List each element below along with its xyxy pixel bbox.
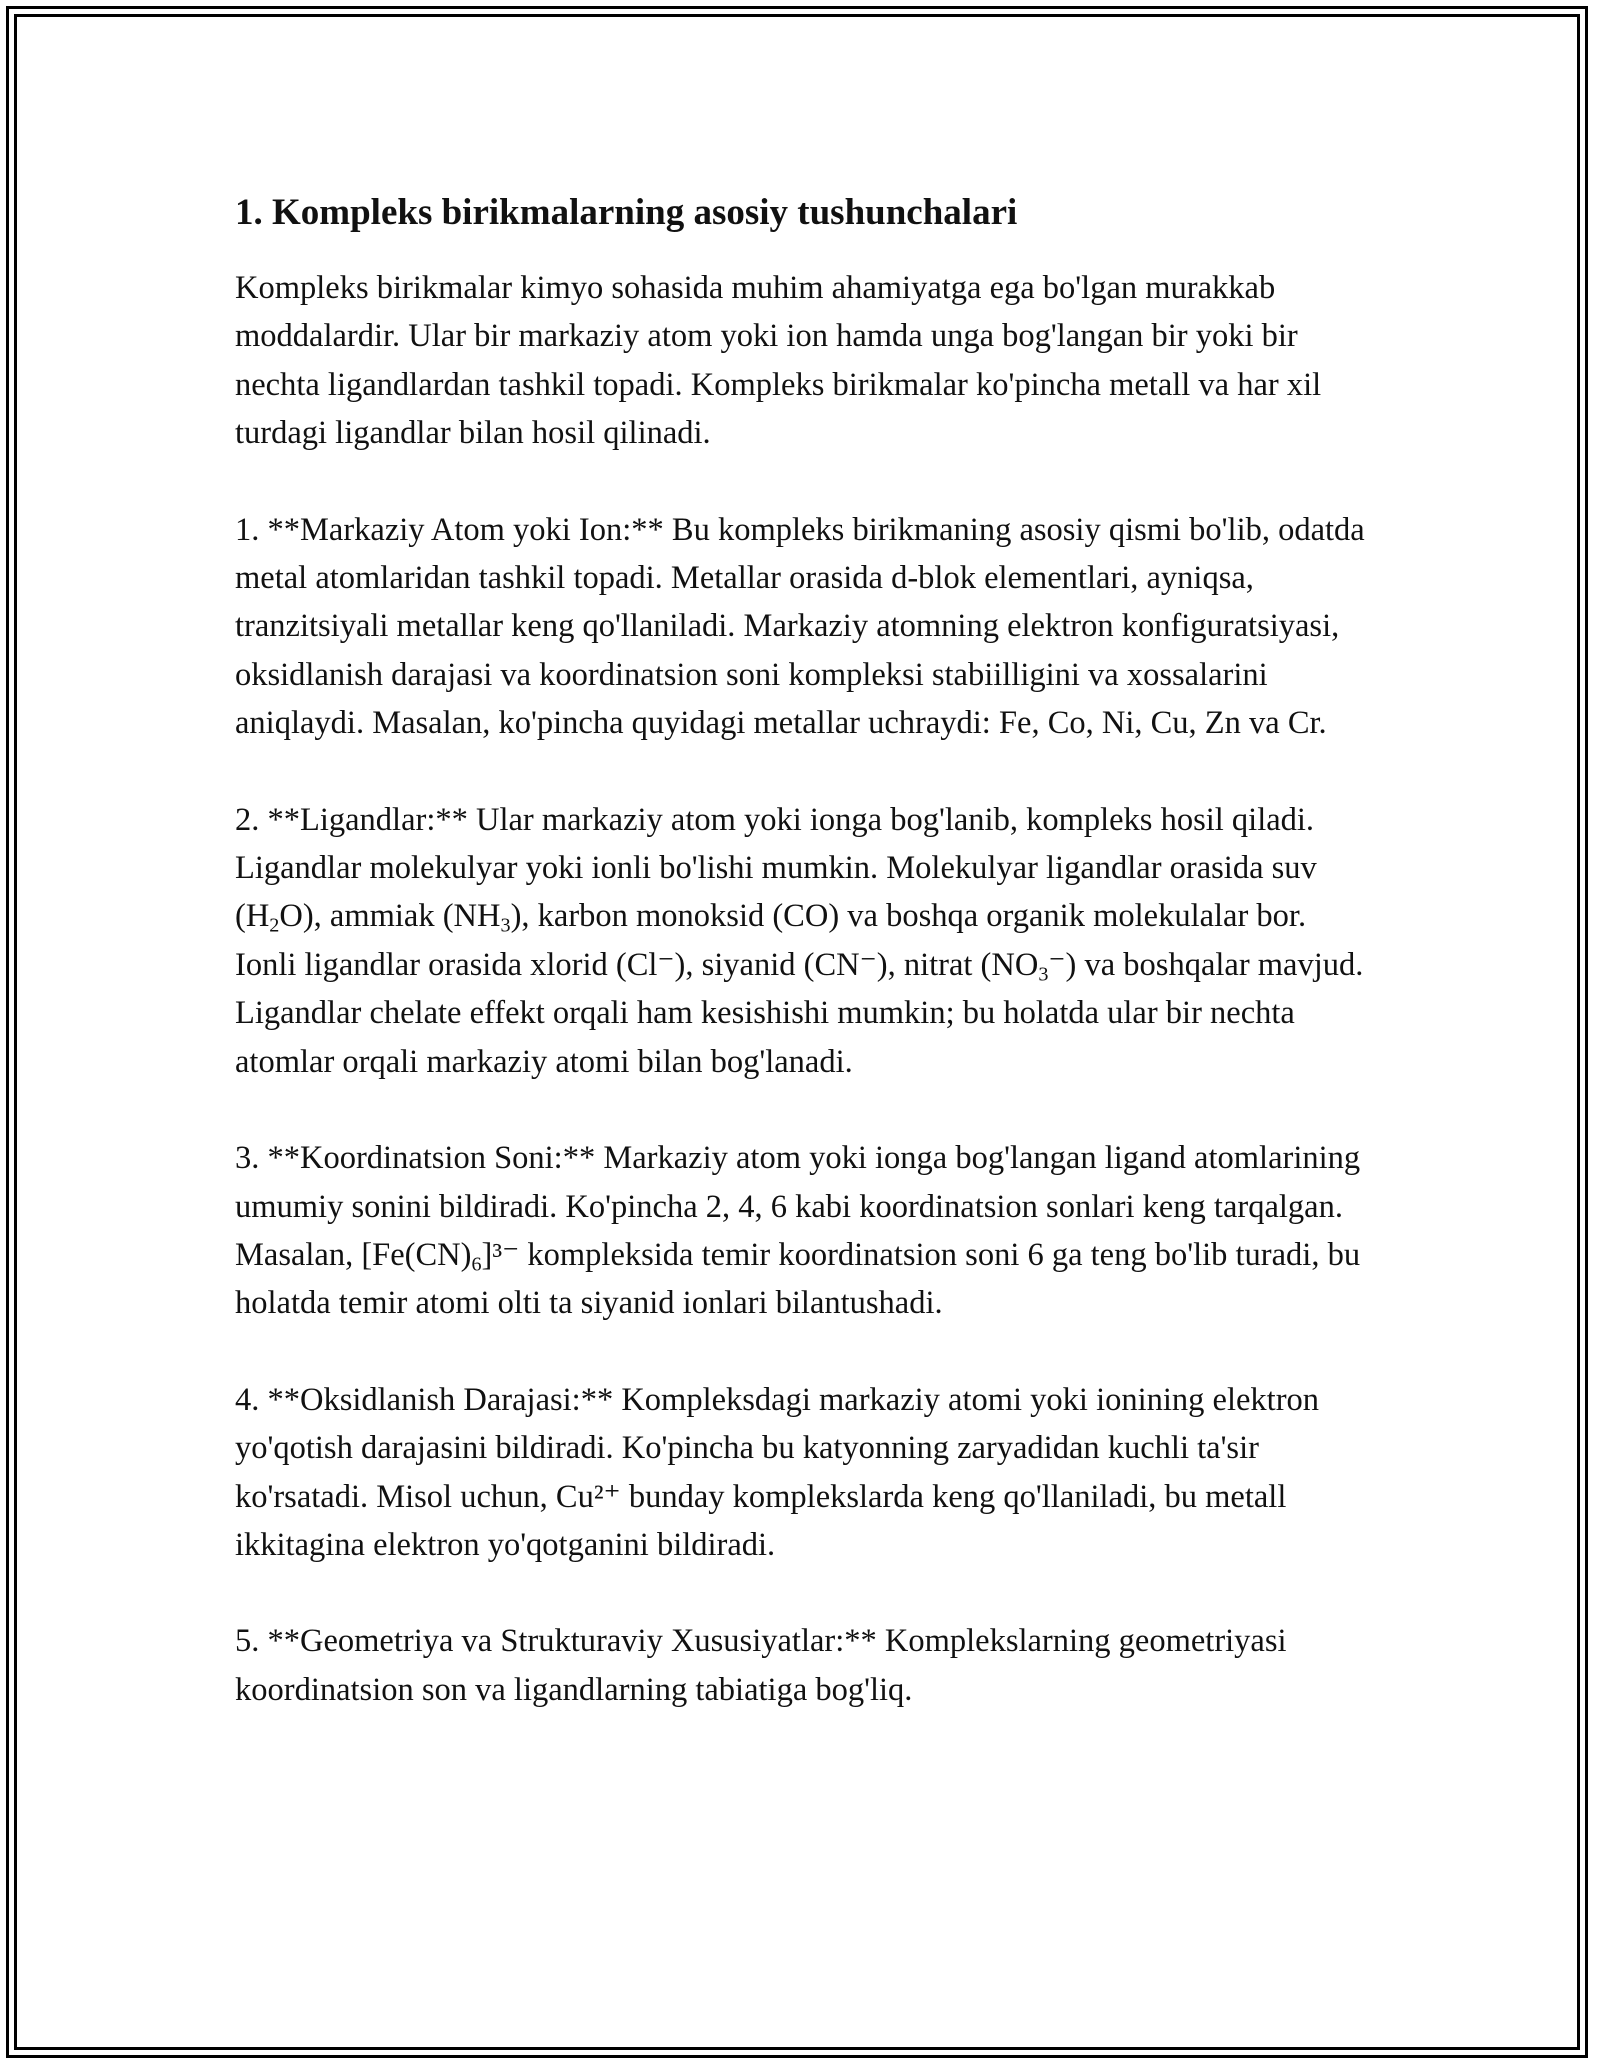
document-title: 1. Kompleks birikmalarning asosiy tushunchalari — [235, 192, 1018, 233]
ligands-text-4: ⁻) va boshqalar mavjud. Ligandlar chelate effekt orqali ham kesishishi mumkin; bu holatda ular bir nechta atomlar orqali markaziy atomi bilan bog'lanadi. — [235, 946, 1364, 1080]
ligands-subscript-3: 3 — [1038, 963, 1049, 986]
coordination-text-2: ]³⁻ kompleksida temir koordinatsion soni 6 ga teng bo'lib turadi, bu holatda temir atomi olti ta siyanid ionlari bilantushadi. — [235, 1236, 1361, 1322]
ligands-subscript-2: 3 — [500, 915, 511, 938]
intro-paragraph: Kompleks birikmalar kimyo sohasida muhim ahamiyatga ega bo'lgan murakkab moddalardir. Ular bir markaziy atom yoki ion hamda unga bog'langan bir yoki bir nechta ligandlardan tashkil topadi. Kompleks birikmalar ko'pincha metall va har xil turdagi ligandlar bilan hosil qilinadi. — [235, 270, 1322, 452]
ligands-text-2: O), ammiak (NH — [279, 898, 501, 935]
coordination-subscript-1: 6 — [471, 1253, 482, 1276]
item-ligands — [235, 796, 1365, 1086]
ligands-text-3: ), karbon monoksid (CO) va boshqa organik molekulalar bor. Ionli ligandlar orasida xlorid (Cl⁻), siyanid (CN⁻), nitrat (NO — [235, 898, 1307, 983]
item-central-atom: 1. **Markaziy Atom yoki Ion:** Bu kompleks birikmaning asosiy qismi bo'lib, odatda metal atomlaridan tashkil topadi. Metallar orasida d-blok elementlari, ayniqsa, tranzitsiyali metallar keng qo'llaniladi. Markaziy atomning elektron konfiguratsiyasi, oksidlanish darajasi va koordinatsion soni kompleksi stabiilligini va xossalarini aniqlaydi. Masalan, ko'pincha quyidagi metallar uchraydi: Fe, Co, Ni, Cu, Zn va Cr. — [235, 511, 1365, 742]
item-geometry: 5. **Geometriya va Strukturaviy Xususiyatlar:** Komplekslarning geometriyasi koordinatsion son va ligandlarning tabiatiga bog'liq. — [235, 1623, 1287, 1708]
ligands-subscript-1: 2 — [269, 915, 280, 938]
item-coordination-number — [235, 1134, 1365, 1328]
document-body — [235, 184, 1365, 1762]
item-oxidation-state: 4. **Oksidlanish Darajasi:** Kompleksdagi markaziy atomi yoki ionining elektron yo'qotish darajasini bildiradi. Ko'pincha bu katyonning zaryadidan kuchli ta'sir ko'rsatadi. Misol uchun, Cu²⁺ bunday komplekslarda keng qo'llaniladi, bu metall ikkitagina elektron yo'qotganini bildiradi. — [235, 1381, 1320, 1563]
ligands-text-1: 2. **Ligandlar:** Ular markaziy atom yoki ionga bog'lanib, kompleks hosil qiladi. Ligandlar molekulyar yoki ionli bo'lishi mumkin. Molekulyar ligandlar orasida suv (H — [235, 801, 1317, 935]
coordination-text-1: 3. **Koordinatsion Soni:** Markaziy atom yoki ionga bog'langan ligand atomlarining umumiy sonini bildiradi. Ko'pincha 2, 4, 6 kabi koordinatsion sonlari keng tarqalgan. Masalan, [Fe(CN) — [235, 1140, 1361, 1273]
